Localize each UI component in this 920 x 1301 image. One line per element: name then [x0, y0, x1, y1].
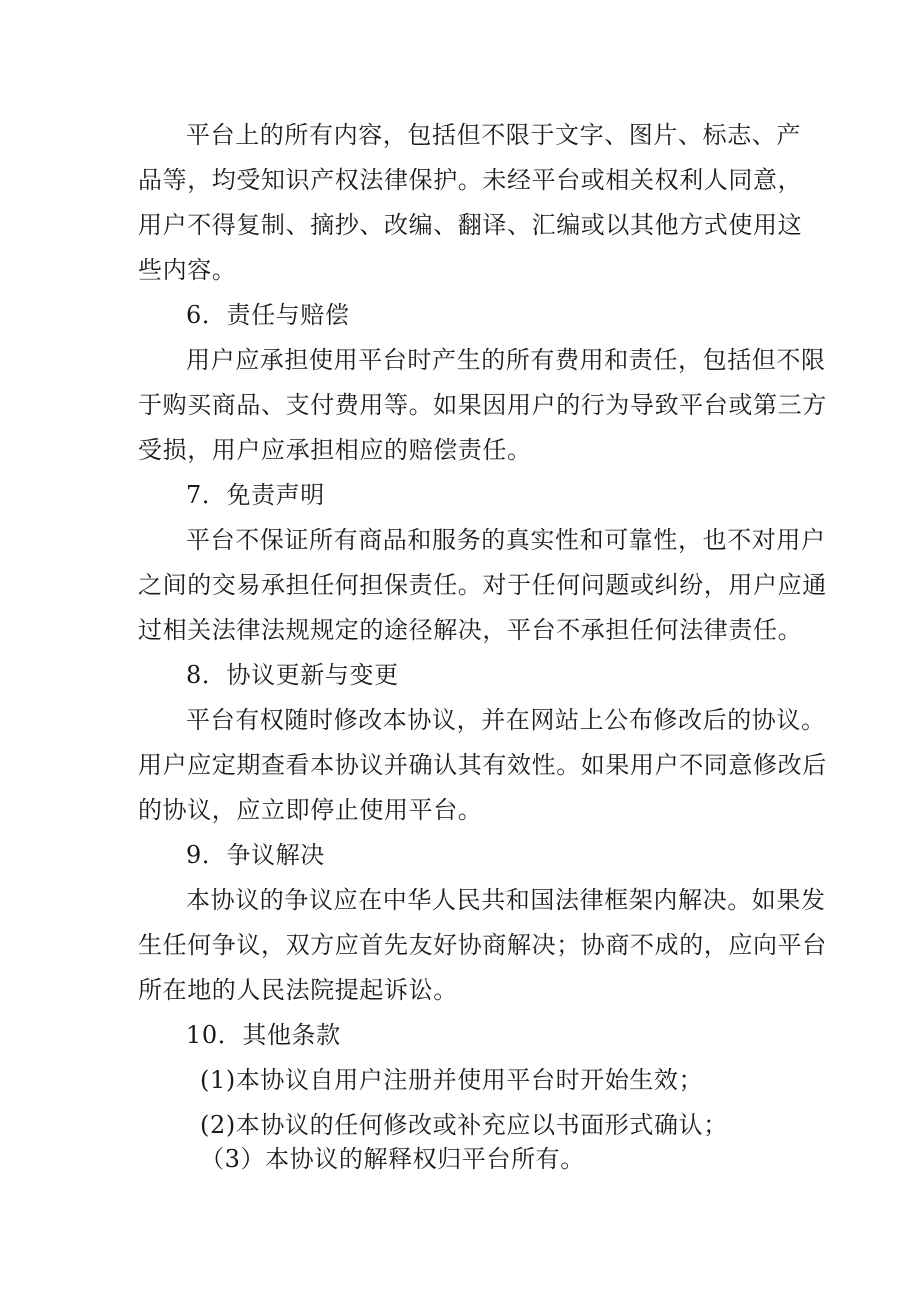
list-item: （3）本协议的解释权归平台所有。 [200, 1145, 585, 1173]
paragraph-line: 之间的交易承担任何担保责任。对于任何问题或纠纷，用户应通 [138, 571, 827, 599]
paragraph-line: 的协议，应立即停止使用平台。 [138, 796, 483, 824]
section-heading: 9．争议解决 [186, 841, 325, 869]
paragraph-line: 用户应定期查看本协议并确认其有效性。如果用户不同意修改后 [138, 751, 827, 779]
list-item: (2)本协议的任何修改或补充应以书面形式确认； [200, 1111, 728, 1139]
paragraph-line: 生任何争议，双方应首先友好协商解决；协商不成的，应向平台 [138, 931, 827, 959]
paragraph-line: 些内容。 [138, 256, 237, 284]
paragraph-line: 平台上的所有内容，包括但不限于文字、图片、标志、产 [186, 121, 801, 149]
section-heading: 10．其他条款 [186, 1021, 341, 1049]
section-heading: 7．免责声明 [186, 481, 325, 509]
paragraph-line: 平台不保证所有商品和服务的真实性和可靠性，也不对用户 [186, 526, 826, 554]
paragraph-line: 平台有权随时修改本协议，并在网站上公布修改后的协议。 [186, 706, 826, 734]
paragraph-line: 用户不得复制、摘抄、改编、翻译、汇编或以其他方式使用这 [138, 211, 803, 239]
paragraph-line: 于购买商品、支付费用等。如果因用户的行为导致平台或第三方 [138, 391, 827, 419]
paragraph-line: 品等，均受知识产权法律保护。未经平台或相关权利人同意， [138, 166, 803, 194]
paragraph-line: 本协议的争议应在中华人民共和国法律框架内解决。如果发 [186, 886, 826, 914]
paragraph-line: 用户应承担使用平台时产生的所有费用和责任，包括但不限 [186, 346, 826, 374]
paragraph-line: 所在地的人民法院提起诉讼。 [138, 976, 458, 1004]
list-item: (1)本协议自用户注册并使用平台时开始生效； [200, 1066, 704, 1094]
paragraph-line: 过相关法律法规规定的途径解决，平台不承担任何法律责任。 [138, 616, 803, 644]
paragraph-line: 受损，用户应承担相应的赔偿责任。 [138, 436, 532, 464]
section-heading: 6．责任与赔偿 [186, 301, 350, 329]
section-heading: 8．协议更新与变更 [186, 661, 399, 689]
